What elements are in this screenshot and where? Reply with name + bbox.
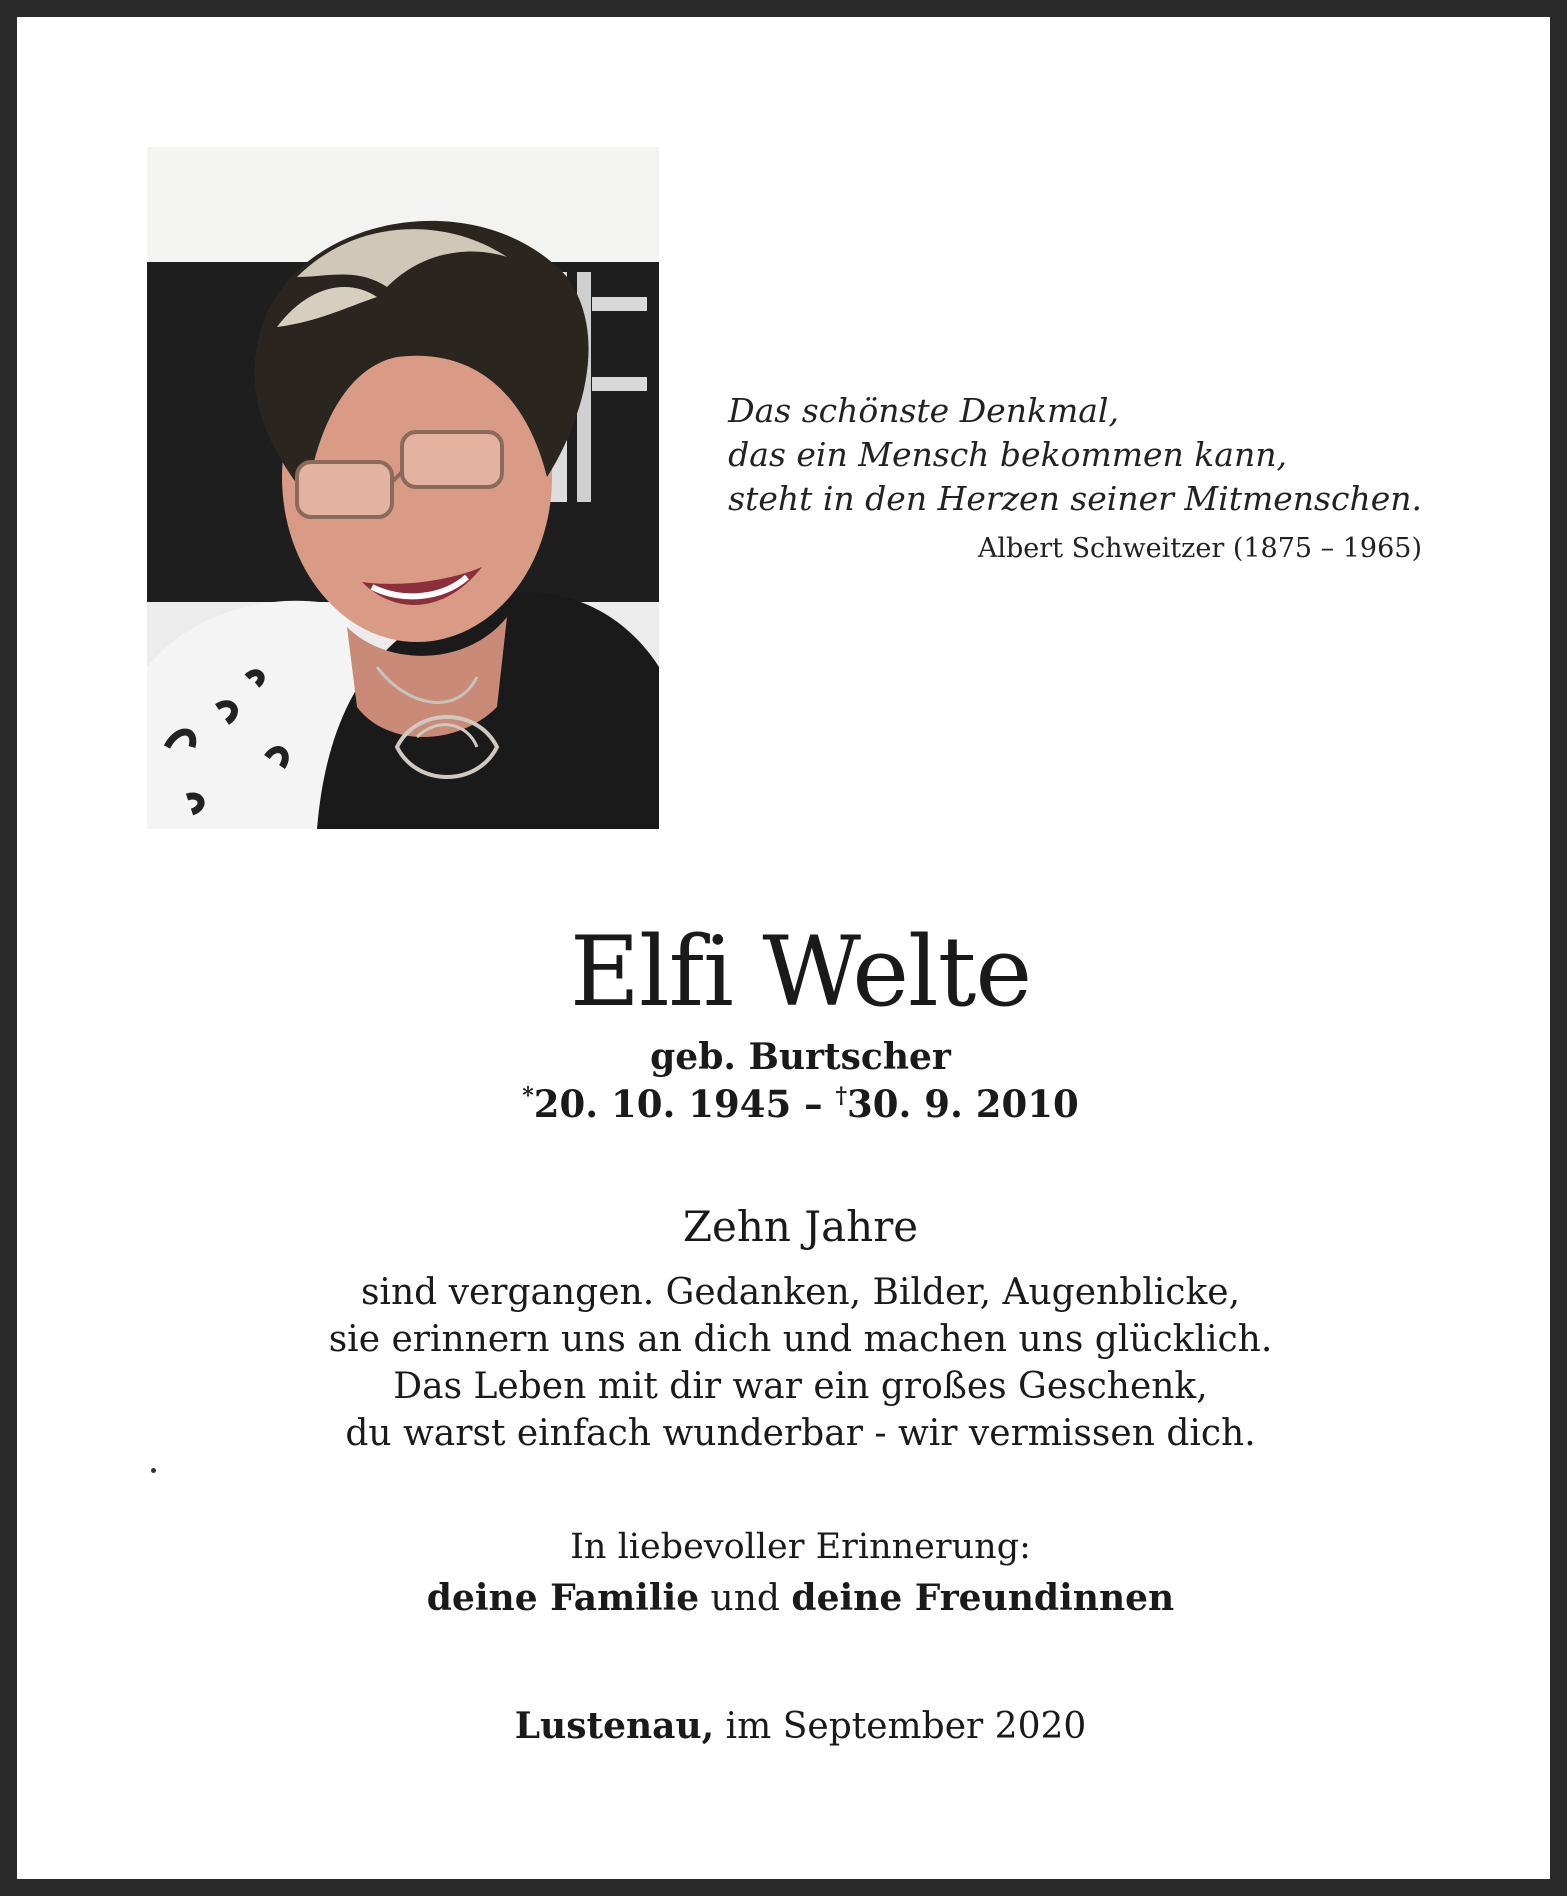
stray-dot: [151, 1468, 156, 1473]
message-headline: Zehn Jahre: [682, 1202, 919, 1251]
portrait-photo: [147, 147, 659, 829]
place-and-date: [17, 1700, 1567, 1753]
quote-line: steht in den Herzen seiner Mitmenschen.: [728, 479, 1422, 518]
quote-line: Das schönste Denkmal,: [728, 391, 1119, 430]
message-poem: [17, 1269, 1567, 1457]
family-label: deine Familie: [426, 1577, 700, 1619]
death-date: 30. 9. 2010: [847, 1082, 1079, 1126]
poem-line: Das Leben mit dir war ein großes Geschenk,: [393, 1366, 1208, 1407]
memory-line: In liebevoller Erinnerung:: [570, 1527, 1031, 1567]
quote-block: [717, 389, 1422, 569]
date-label: im September 2020: [714, 1706, 1087, 1747]
poem-line: sie erinnern uns an dich und machen uns glücklich.: [328, 1319, 1273, 1360]
quote-line: das ein Mensch bekommen kann,: [728, 435, 1287, 474]
date-separator: –: [791, 1082, 836, 1126]
quote-author: Albert Schweitzer (1875 – 1965): [977, 533, 1422, 564]
birth-name: geb. Burtscher: [650, 1036, 951, 1078]
friends-label: deine Freundinnen: [791, 1577, 1175, 1619]
quote-text: [728, 389, 1422, 521]
death-symbol: †: [835, 1083, 848, 1109]
conjunction: und: [699, 1578, 792, 1619]
birth-symbol: *: [522, 1083, 534, 1109]
birth-date: 20. 10. 1945: [533, 1082, 792, 1126]
deceased-name: Elfi Welte: [569, 916, 1032, 1028]
place-label: Lustenau,: [514, 1705, 715, 1747]
life-dates: [17, 1079, 1567, 1129]
signatories: [17, 1572, 1567, 1625]
poem-line: sind vergangen. Gedanken, Bilder, Augenblicke,: [360, 1272, 1241, 1313]
poem-line: du warst einfach wunderbar - wir vermissen dich.: [345, 1413, 1256, 1454]
portrait-image: [147, 147, 659, 829]
